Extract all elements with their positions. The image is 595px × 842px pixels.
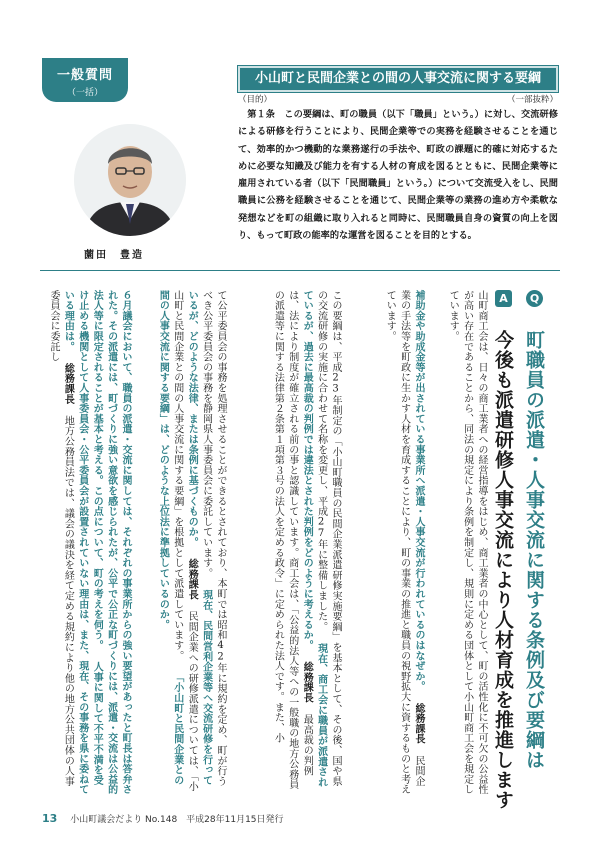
purpose-label: （目的） bbox=[238, 95, 273, 105]
question-headline-text: 町職員の派遣・人事交流に関する条例及び要綱は bbox=[523, 330, 545, 770]
column-4 bbox=[135, 290, 227, 795]
column-5 bbox=[42, 290, 132, 795]
column-2 bbox=[345, 290, 425, 795]
question-type-tag bbox=[42, 58, 128, 102]
page-number: 13 bbox=[42, 812, 58, 825]
col1-text: 山町商工会は、日々の商工業者への経営指導をはじめ、商工業者の中心として、町の活性化に不可欠の公益性が高い存在であることから、同法の規定により条例を制定し、規則に定める団体として小山町商工会を規定しています。 bbox=[447, 290, 487, 795]
footer-text: 小山町議会だより No.148 平成28年11月15日発行 bbox=[70, 815, 284, 825]
col5-question-2: 人事に関して不平不満を受け止める機関として人事委員会・公平委員会が設置されていない理由は、また、現在、その事務を県に委ねている理由は。 bbox=[62, 290, 103, 795]
column-1 bbox=[430, 290, 488, 795]
col3-answer: 最高裁の判例は、法により制度が確立される前の事と認識しています。商工会は、「公益的法人等への一般職の地方公務員の派遣等に関する法律第２条第１項第３号の法人を定める政令」に定められた法人です。また、小 bbox=[272, 290, 313, 790]
col2-answer: 民間企業の手法等を町政に生かす人材を育成することにより、町の事業の推進と職員の視野拡大に資するものと考えています。 bbox=[384, 290, 424, 795]
excerpt-box bbox=[238, 94, 558, 258]
col3-answer-label: 総務課長 bbox=[301, 661, 313, 704]
excerpt-label: （一部抜粋） bbox=[506, 95, 558, 105]
tag-label: 一般質問 bbox=[56, 68, 113, 83]
answer-headline bbox=[490, 290, 517, 810]
a-mark-icon: A bbox=[497, 291, 510, 306]
col4-text: て公平委員会の事務を処理させることができるとされており、本町では昭和42年に規約を定め、町が行うべき公平委員会の事務を静岡県人事委員会に委託しています。 bbox=[200, 290, 226, 787]
col5-question: ６月議会において、職員の派遣・交流に関しては、それぞれの事業所からの強い要望があったと町長は答弁された。その派遣には、町づくりに強い意欲を感じられたが、公平で公正な町づくりには、派遣・交流は公益的法人等に限定されることが基本と考える。この点について、町の考えを伺う。 bbox=[91, 290, 131, 795]
question-headline bbox=[521, 290, 548, 770]
col4-question: 現在、民間営利企業等へ交流研修を行っているが、どのような法律、または条例に基づくものか。 bbox=[186, 290, 212, 786]
col2-question: 補助金や助成金等が出されている事業所へ派遣・人事交流が行われているのはなぜか。 bbox=[413, 290, 424, 692]
col4-answer: 民間企業への研修派遣については、「小山町と民間企業との間の人事交流に関する要綱」を根拠として派遣しています。 bbox=[171, 290, 198, 792]
col3-text: この要綱は、平成23年制定の「小山町職員の民間企業派遣研修実施要綱」を基本として、その後、国や県の交流研修の実施に合わせて名称を変更し、平成27年に整備しました。 bbox=[315, 290, 341, 787]
col4-answer-label: 総務課長 bbox=[186, 558, 198, 601]
col4-question-2: 「小山町と民間企業との間の人事交流に関する要綱」は、どのような上位法に準拠しているのか。 bbox=[157, 290, 183, 786]
portrait-photo bbox=[74, 124, 186, 236]
col3-question: 現在、商工会に職員が派遣されているが、過去に最高裁の判例では違法とされた判例をどのように考えるか。 bbox=[301, 290, 327, 788]
col5-answer: 地方公務員法では、議会の議決を経て定める規約により他の地方公共団体の人事委員会に委託し bbox=[47, 290, 74, 787]
column-3 bbox=[230, 290, 342, 795]
col2-answer-label: 総務課長 bbox=[413, 703, 424, 745]
excerpt-text: 第１条 この要綱は、町の職員（以下「職員」という。）に対し、交流研修による研修を行うことにより、民間企業等での実務を経験させることを通じて、効率的かつ機動的な業務遂行の手法や、町政の課題に的確に対応するために必要な知識及び能力を有する人材の育成を図るとともに、民間企業等に雇用されている者（以下「民間職員」という。）について交流受入をし、民間職員に公務を経験させることを通じて、民間企業等の業務の進め方や柔軟な発想などを町の組織に取り入れると同時に、民間職員自身の資質の向上を図り、もって町政の能率的な運営を図ることを目的とする。 bbox=[238, 109, 558, 242]
page-footer bbox=[42, 812, 284, 825]
answer-headline-text: 今後も派遣研修人事交流により人材育成を推進します bbox=[492, 330, 514, 810]
col5-answer-label: 総務課長 bbox=[62, 363, 74, 405]
excerpt-title: 小山町と民間企業との間の人事交流に関する要綱 bbox=[238, 66, 558, 92]
questioner-name: 薗田 豊造 bbox=[84, 250, 144, 261]
section-rule bbox=[40, 270, 560, 271]
q-mark-icon: Q bbox=[528, 291, 541, 306]
tag-sublabel: （一括） bbox=[66, 88, 103, 98]
